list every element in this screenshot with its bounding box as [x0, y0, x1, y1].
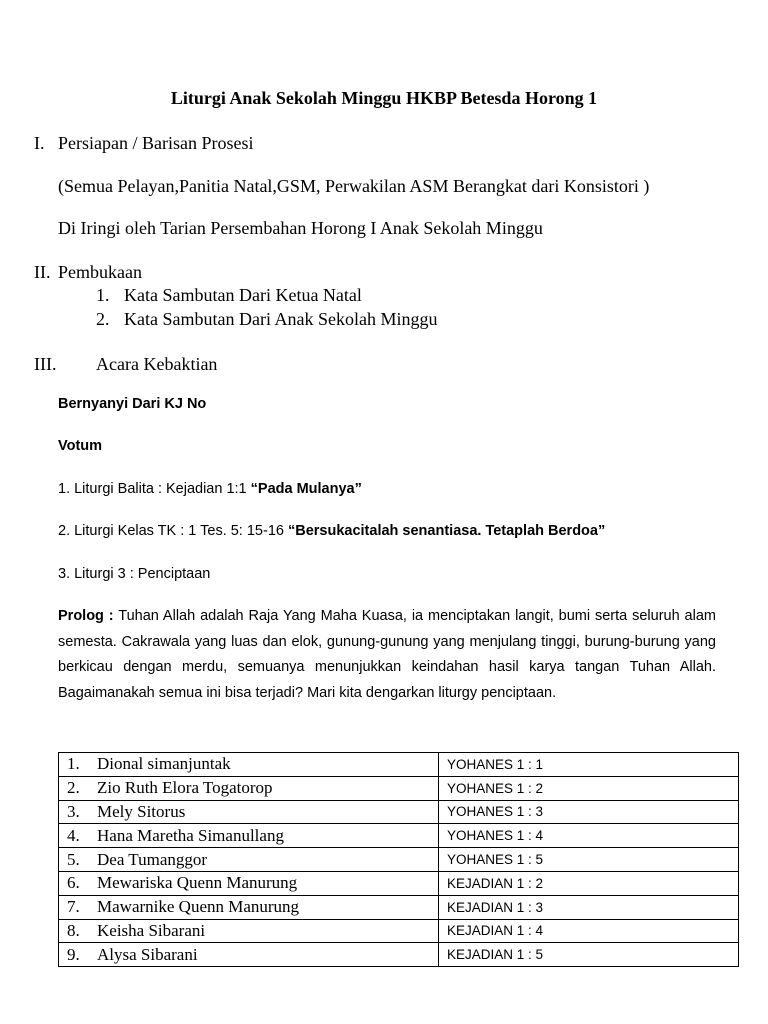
table-row	[59, 919, 739, 943]
cast-reference: KEJADIAN 1 : 2	[439, 871, 739, 895]
section-1-heading: Persiapan / Barisan Prosesi	[58, 133, 254, 153]
section-2-heading: Pembukaan	[58, 262, 142, 282]
section-2-item-1-number: 1.	[96, 285, 110, 305]
cast-number: 7.	[67, 897, 80, 917]
cast-name: Hana Maretha Simanullang	[97, 825, 284, 845]
table-row	[59, 848, 739, 872]
cast-reference: KEJADIAN 1 : 5	[439, 943, 739, 967]
prolog-paragraph	[58, 604, 716, 707]
table-row	[59, 800, 739, 824]
section-1-line-2: Di Iringi oleh Tarian Persembahan Horong I Anak Sekolah Minggu	[58, 218, 543, 238]
table-row	[59, 753, 739, 777]
table-row	[59, 871, 739, 895]
section-2-numeral: II.	[34, 262, 51, 282]
cast-name: Dea Tumanggor	[97, 849, 208, 869]
section-1-numeral: I.	[34, 133, 45, 153]
section-2-item-1-text: Kata Sambutan Dari Ketua Natal	[124, 285, 362, 305]
cast-name-cell	[59, 824, 439, 848]
cast-number: 4.	[67, 825, 80, 845]
section-1-line-1: (Semua Pelayan,Panitia Natal,GSM, Perwakilan ASM Berangkat dari Konsistori )	[58, 176, 650, 196]
cast-reference: YOHANES 1 : 1	[439, 753, 739, 777]
cast-number: 5.	[67, 849, 80, 869]
votum-label: Votum	[58, 438, 103, 454]
section-2-item-2-text: Kata Sambutan Dari Anak Sekolah Minggu	[124, 309, 438, 329]
liturgi-2-quote: “Bersukacitalah senantiasa. Tetaplah Berdoa”	[287, 523, 606, 539]
cast-name-cell	[59, 800, 439, 824]
liturgi-1-label: 1. Liturgi Balita : Kejadian 1:1	[58, 481, 251, 497]
cast-name: Mawarnike Quenn Manurung	[97, 897, 300, 917]
cast-reference: YOHANES 1 : 5	[439, 848, 739, 872]
liturgi-2-label: 2. Liturgi Kelas TK : 1 Tes. 5: 15-16	[58, 523, 288, 539]
section-2-item-2-number: 2.	[96, 309, 110, 329]
liturgi-3: 3. Liturgi 3 : Penciptaan	[58, 566, 211, 582]
cast-number: 2.	[67, 778, 80, 798]
cast-number: 3.	[67, 801, 80, 821]
cast-name: Alysa Sibarani	[97, 944, 198, 964]
cast-name-cell	[59, 776, 439, 800]
liturgi-1	[58, 481, 362, 497]
cast-name-cell	[59, 848, 439, 872]
cast-table	[58, 752, 739, 967]
bernyanyi-label: Bernyanyi Dari KJ No	[58, 396, 207, 412]
document-title: Liturgi Anak Sekolah Minggu HKBP Betesda Horong 1	[170, 88, 598, 108]
cast-reference: KEJADIAN 1 : 3	[439, 895, 739, 919]
cast-name-cell	[59, 871, 439, 895]
cast-name-cell	[59, 943, 439, 967]
cast-name-cell	[59, 919, 439, 943]
cast-reference: YOHANES 1 : 4	[439, 824, 739, 848]
cast-reference: YOHANES 1 : 3	[439, 800, 739, 824]
cast-reference: YOHANES 1 : 2	[439, 776, 739, 800]
table-row	[59, 943, 739, 967]
cast-name: Mely Sitorus	[97, 801, 186, 821]
prolog-text: Tuhan Allah adalah Raja Yang Maha Kuasa, ia menciptakan langit, bumi serta seluruh alam semesta. Cakrawala yang luas dan elok, gunung-gunung yang menjulang tinggi, burung-burung yang berkicau dengan merdu, semuanya menunjukkan keindahan hasil karya tangan Tuhan Allah. Bagaimanakah semua ini bisa terjadi? Mari kita dengarkan liturgy penciptaan.	[58, 608, 716, 702]
cast-number: 1.	[67, 754, 80, 774]
table-row	[59, 824, 739, 848]
cast-name: Keisha Sibarani	[97, 920, 206, 940]
cast-name: Mewariska Quenn Manurung	[97, 873, 298, 893]
liturgi-2	[58, 523, 605, 539]
section-3-heading: Acara Kebaktian	[96, 354, 218, 374]
prolog-label: Prolog :	[58, 608, 114, 624]
cast-name-cell	[59, 753, 439, 777]
table-row	[59, 895, 739, 919]
cast-number: 9.	[67, 944, 80, 964]
liturgi-1-quote: “Pada Mulanya”	[250, 481, 362, 497]
section-3-numeral: III.	[34, 354, 57, 374]
cast-name: Zio Ruth Elora Togatorop	[97, 778, 273, 798]
cast-number: 6.	[67, 873, 80, 893]
table-row	[59, 776, 739, 800]
cast-name-cell	[59, 895, 439, 919]
cast-number: 8.	[67, 920, 80, 940]
cast-name: Dional simanjuntak	[97, 754, 231, 774]
cast-reference: KEJADIAN 1 : 4	[439, 919, 739, 943]
